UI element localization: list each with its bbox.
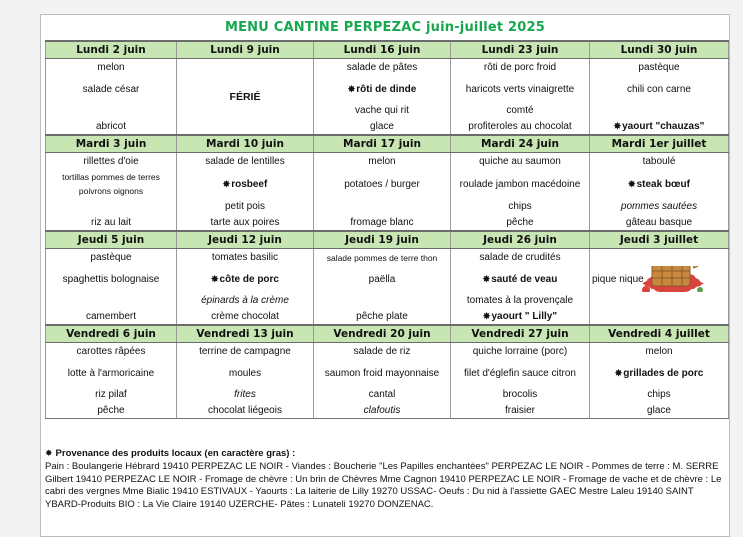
day-header-row xyxy=(46,135,729,153)
dish-cell: salade de riz xyxy=(314,343,451,361)
dish-cell-local xyxy=(177,266,314,292)
dish-cell: riz pilaf xyxy=(46,386,177,402)
menu-row xyxy=(46,198,729,214)
dish-cell: quiche lorraine (porc) xyxy=(451,343,590,361)
dish-cell: lotte à l'armoricaine xyxy=(46,360,177,386)
dish-cell xyxy=(46,102,177,118)
dish-cell: melon xyxy=(590,343,729,361)
dish-cell: abricot xyxy=(46,118,177,135)
dish-label: yaourt "chauzas" xyxy=(622,120,705,132)
dish-cell-local xyxy=(177,170,314,198)
day-header: Vendredi 6 juin xyxy=(46,325,177,343)
dish-cell-local xyxy=(590,360,729,386)
dish-cell: quiche au saumon xyxy=(451,153,590,171)
star-bullet-icon: ✸ xyxy=(614,367,623,378)
dish-cell xyxy=(590,102,729,118)
dish-cell: carottes râpées xyxy=(46,343,177,361)
dish-cell: clafoutis xyxy=(314,402,451,419)
dish-cell: taboulé xyxy=(590,153,729,171)
day-header-row xyxy=(46,325,729,343)
dish-label: yaourt " Lilly" xyxy=(491,310,558,322)
dish-cell: tomates basilic xyxy=(177,249,314,267)
dish-label: côte de porc xyxy=(219,273,279,285)
dish-cell: riz au lait xyxy=(46,214,177,231)
dish-cell: roulade jambon macédoine xyxy=(451,170,590,198)
dish-cell: pêche plate xyxy=(314,308,451,325)
menu-row xyxy=(46,59,729,77)
local-products-heading: ✸ Provenance des produits locaux (en caractère gras) : xyxy=(45,448,296,459)
day-header: Lundi 9 juin xyxy=(177,41,314,59)
dish-cell: petit pois xyxy=(177,198,314,214)
dish-cell: profiteroles au chocolat xyxy=(451,118,590,135)
star-bullet-icon: ✸ xyxy=(45,448,53,458)
dish-cell: potatoes / burger xyxy=(314,170,451,198)
dish-cell: chili con carne xyxy=(590,76,729,102)
day-header: Jeudi 12 juin xyxy=(177,231,314,249)
day-header: Vendredi 13 juin xyxy=(177,325,314,343)
day-header-row xyxy=(46,231,729,249)
dish-cell: salade de lentilles xyxy=(177,153,314,171)
dish-label: grillades de porc xyxy=(623,367,704,379)
dish-cell-local xyxy=(314,76,451,102)
menu-row xyxy=(46,214,729,231)
dish-cell: gâteau basque xyxy=(590,214,729,231)
day-header: Mardi 1er juillet xyxy=(590,135,729,153)
star-bullet-icon: ✸ xyxy=(210,273,219,284)
dish-cell xyxy=(314,292,451,308)
dish-cell: salade de crudités xyxy=(451,249,590,267)
star-bullet-icon: ✸ xyxy=(628,178,636,189)
star-bullet-icon: ✸ xyxy=(347,83,356,94)
dish-cell: filet d'églefin sauce citron xyxy=(451,360,590,386)
dish-cell: épinards à la crème xyxy=(177,292,314,308)
day-header: Mardi 10 juin xyxy=(177,135,314,153)
dish-cell xyxy=(590,308,729,325)
dish-cell: haricots verts vinaigrette xyxy=(451,76,590,102)
dish-cell: vache qui rit xyxy=(314,102,451,118)
holiday-label: FÉRIÉ xyxy=(177,76,314,118)
dish-label: rosbeef xyxy=(231,178,268,190)
dish-label: rôti de dinde xyxy=(356,83,417,95)
menu-row xyxy=(46,308,729,325)
dish-cell: pastèque xyxy=(46,249,177,267)
day-header: Vendredi 27 juin xyxy=(451,325,590,343)
dish-cell: pêche xyxy=(46,402,177,419)
dish-cell: salade de pâtes xyxy=(314,59,451,77)
day-header: Lundi 23 juin xyxy=(451,41,590,59)
day-header-row xyxy=(46,41,729,59)
dish-cell: moules xyxy=(177,360,314,386)
dish-cell: chocolat liégeois xyxy=(177,402,314,419)
day-header: Vendredi 4 juillet xyxy=(590,325,729,343)
dish-cell-local xyxy=(451,266,590,292)
dish-cell: camembert xyxy=(46,308,177,325)
day-header: Mardi 24 juin xyxy=(451,135,590,153)
dish-cell: salade pommes de terre thon xyxy=(314,249,451,267)
menu-row xyxy=(46,76,729,102)
dish-cell-local xyxy=(451,308,590,325)
dish-cell: tomates à la provençale xyxy=(451,292,590,308)
star-bullet-icon: ✸ xyxy=(222,178,231,189)
menu-row xyxy=(46,249,729,267)
menu-row xyxy=(46,118,729,135)
dish-cell: tarte aux poires xyxy=(177,214,314,231)
dish-cell: terrine de campagne xyxy=(177,343,314,361)
dish-cell xyxy=(177,59,314,77)
menu-row xyxy=(46,402,729,419)
dish-cell: paëlla xyxy=(314,266,451,292)
day-header: Lundi 30 juin xyxy=(590,41,729,59)
local-products-text: Pain : Boulangerie Hébrard 19410 PERPEZAC LE NOIR - Viandes : Boucherie "Les Papilles enchantées" PERPEZAC LE NOIR - Pommes de terre : M. SERRE Gilbert 19410 PERPEZAC LE NOIR - Fromage de chèvre : Un brin de Chèvres Mme Cagnon 19410 PERPEZAC LE NOIR - Fromage de vache et de chèvre : Le cabri des vergnes Mme Bialic 19410 ESTIVAUX - Yaourts : La laiterie de Lilly 19270 USSAC- Oeufs : Du nid à l'assiette GAEC Mestre Laleu 19140 SAINT YBARD-Produits BIO : La Vie Claire 19140 UZERCHE- Pâtes : Lunateli 19270 DONZENAC. xyxy=(45,460,722,511)
dish-label: sauté de veau xyxy=(491,273,558,285)
day-header: Lundi 16 juin xyxy=(314,41,451,59)
menu-row xyxy=(46,343,729,361)
dish-cell-local xyxy=(590,170,729,198)
day-header: Jeudi 5 juin xyxy=(46,231,177,249)
dish-cell xyxy=(46,292,177,308)
dish-cell: fraisier xyxy=(451,402,590,419)
dish-cell: glace xyxy=(590,402,729,419)
dish-cell: melon xyxy=(314,153,451,171)
dish-cell: fromage blanc xyxy=(314,214,451,231)
menu-row xyxy=(46,386,729,402)
dish-cell: chips xyxy=(451,198,590,214)
menu-row xyxy=(46,292,729,308)
dish-label: pique nique xyxy=(592,273,644,285)
dish-cell: chips xyxy=(590,386,729,402)
day-header: Mardi 17 juin xyxy=(314,135,451,153)
dish-cell: pommes sautées xyxy=(590,198,729,214)
dish-cell: frites xyxy=(177,386,314,402)
menu-grid xyxy=(45,40,729,419)
day-header: Jeudi 26 juin xyxy=(451,231,590,249)
menu-sheet xyxy=(40,14,730,537)
dish-cell: glace xyxy=(314,118,451,135)
dish-cell xyxy=(590,249,729,267)
page-title: MENU CANTINE PERPEZAC juin-juillet 2025 xyxy=(224,20,546,35)
menu-row xyxy=(46,266,729,292)
day-header: Vendredi 20 juin xyxy=(314,325,451,343)
picnic-basket-icon xyxy=(632,266,714,292)
menu-row xyxy=(46,360,729,386)
dish-cell: cantal xyxy=(314,386,451,402)
day-header: Jeudi 19 juin xyxy=(314,231,451,249)
dish-cell: spaghettis bolognaise xyxy=(46,266,177,292)
dish-cell: brocolis xyxy=(451,386,590,402)
dish-cell-local xyxy=(590,118,729,135)
menu-row xyxy=(46,102,729,118)
star-bullet-icon: ✸ xyxy=(613,120,622,131)
dish-cell: rillettes d'oie xyxy=(46,153,177,171)
dish-cell: pastèque xyxy=(590,59,729,77)
picnic-cell xyxy=(590,266,729,292)
day-header: Mardi 3 juin xyxy=(46,135,177,153)
day-header: Lundi 2 juin xyxy=(46,41,177,59)
dish-cell: saumon froid mayonnaise xyxy=(314,360,451,386)
star-bullet-icon: ✸ xyxy=(482,273,491,284)
menu-row xyxy=(46,170,729,198)
dish-cell: melon xyxy=(46,59,177,77)
dish-cell xyxy=(177,118,314,135)
dish-cell: salade césar xyxy=(46,76,177,102)
day-header: Jeudi 3 juillet xyxy=(590,231,729,249)
menu-row xyxy=(46,153,729,171)
dish-cell: comté xyxy=(451,102,590,118)
dish-cell: tortillas pommes de terres poivrons oignons xyxy=(46,170,177,198)
dish-cell xyxy=(314,198,451,214)
dish-cell xyxy=(590,292,729,308)
dish-cell xyxy=(46,198,177,214)
dish-cell: pêche xyxy=(451,214,590,231)
dish-label: steak bœuf xyxy=(636,178,690,190)
star-bullet-icon: ✸ xyxy=(482,310,491,321)
dish-cell: rôti de porc froid xyxy=(451,59,590,77)
dish-cell: crème chocolat xyxy=(177,308,314,325)
local-products-note xyxy=(45,447,727,512)
